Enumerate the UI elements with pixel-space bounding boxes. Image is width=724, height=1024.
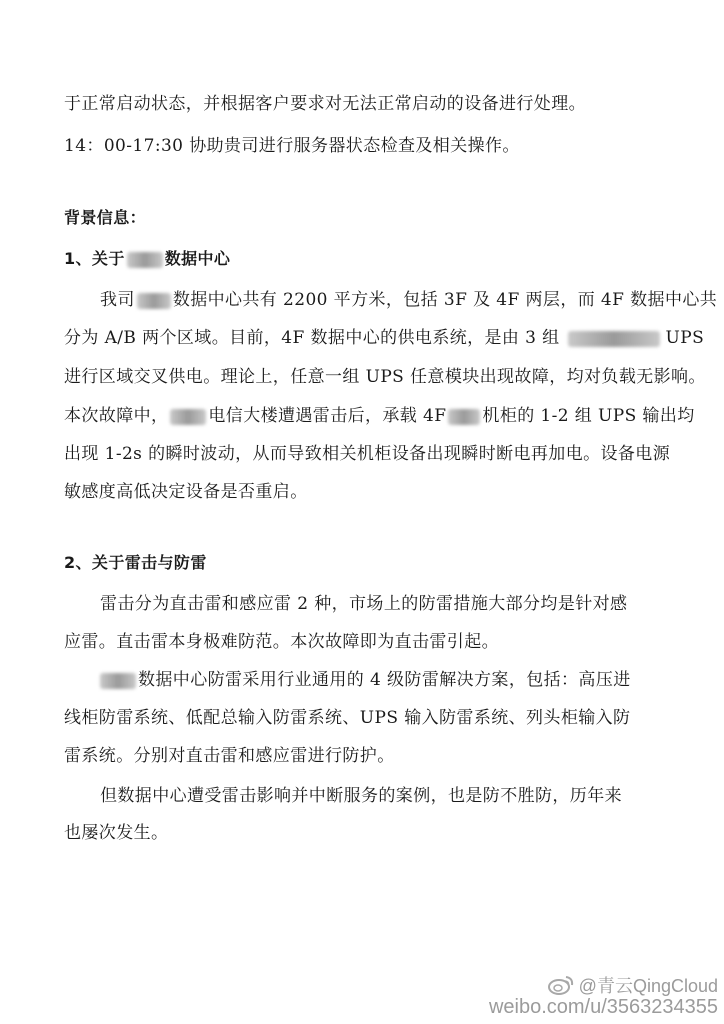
paragraph-4-line-2: 也屡次发生。 [64,823,169,843]
section-1-heading [64,248,230,270]
redacted-location [170,409,206,425]
schedule-line: 14：00-17:30 协助贵司进行服务器状态检查及相关操作。 [64,136,520,156]
text-span: 数据中心共有 2200 平方米，包括 3F 及 4F 两层，而 4F 数据中心共 [172,290,718,310]
section-1-prefix: 1、关于 [64,249,125,268]
paragraph-2-line-1: 雷击分为直击雷和感应雷 2 种，市场上的防雷措施大部分均是针对感 [100,594,628,614]
paragraph-4-line-1: 但数据中心遭受雷击影响并中断服务的案例，也是防不胜防，历年来 [100,786,622,806]
text-span: UPS [665,328,705,348]
paragraph-1-line-4 [64,405,695,427]
redacted-vendor [568,331,660,347]
section-1-suffix: 数据中心 [164,249,231,268]
background-heading: 背景信息： [64,208,147,227]
paragraph-1-line-6: 敏感度高低决定设备是否重启。 [64,482,308,502]
text-span: 数据中心防雷采用行业通用的 4 级防雷解决方案，包括：高压进 [138,670,631,690]
paragraph-1-line-1 [100,289,717,311]
paragraph-1-line-2 [64,327,704,349]
paragraph-3-line-2: 线柜防雷系统、低配总输入防雷系统、UPS 输入防雷系统、列头柜输入防 [64,708,631,728]
weibo-watermark-url: weibo.com/u/3563234355 [488,996,718,1018]
text-span: 本次故障中， [64,406,169,426]
paragraph-2-line-2: 应雷。直击雷本身极难防范。本次故障即为直击雷引起。 [64,632,499,652]
watermark-name-text: @青云QingCloud [578,976,718,996]
continuation-line: 于正常启动状态，并根据客户要求对无法正常启动的设备进行处理。 [64,94,586,114]
text-span: 机柜的 1-2 组 UPS 输出均 [482,406,695,426]
paragraph-3-line-1 [100,669,631,691]
text-span: 我司 [100,290,135,310]
paragraph-1-line-3: 进行区域交叉供电。理论上，任意一组 UPS 任意模块出现故障，均对负载无影响。 [64,367,706,387]
section-2-heading: 2、关于雷击与防雷 [64,553,207,572]
paragraph-3-line-3: 雷系统。分别对直击雷和感应雷进行防护。 [64,746,395,766]
redacted-zone [448,409,480,425]
redacted-name [137,293,171,309]
text-span: 分为 A/B 两个区域。目前，4F 数据中心的供电系统，是由 3 组 [64,328,560,348]
redacted-name [127,252,163,268]
redacted-name [100,673,136,689]
text-span: 电信大楼遭遇雷击后，承载 4F [208,406,447,426]
paragraph-1-line-5: 出现 1-2s 的瞬时波动，从而导致相关机柜设备出现瞬时断电再加电。设备电源 [64,444,671,464]
